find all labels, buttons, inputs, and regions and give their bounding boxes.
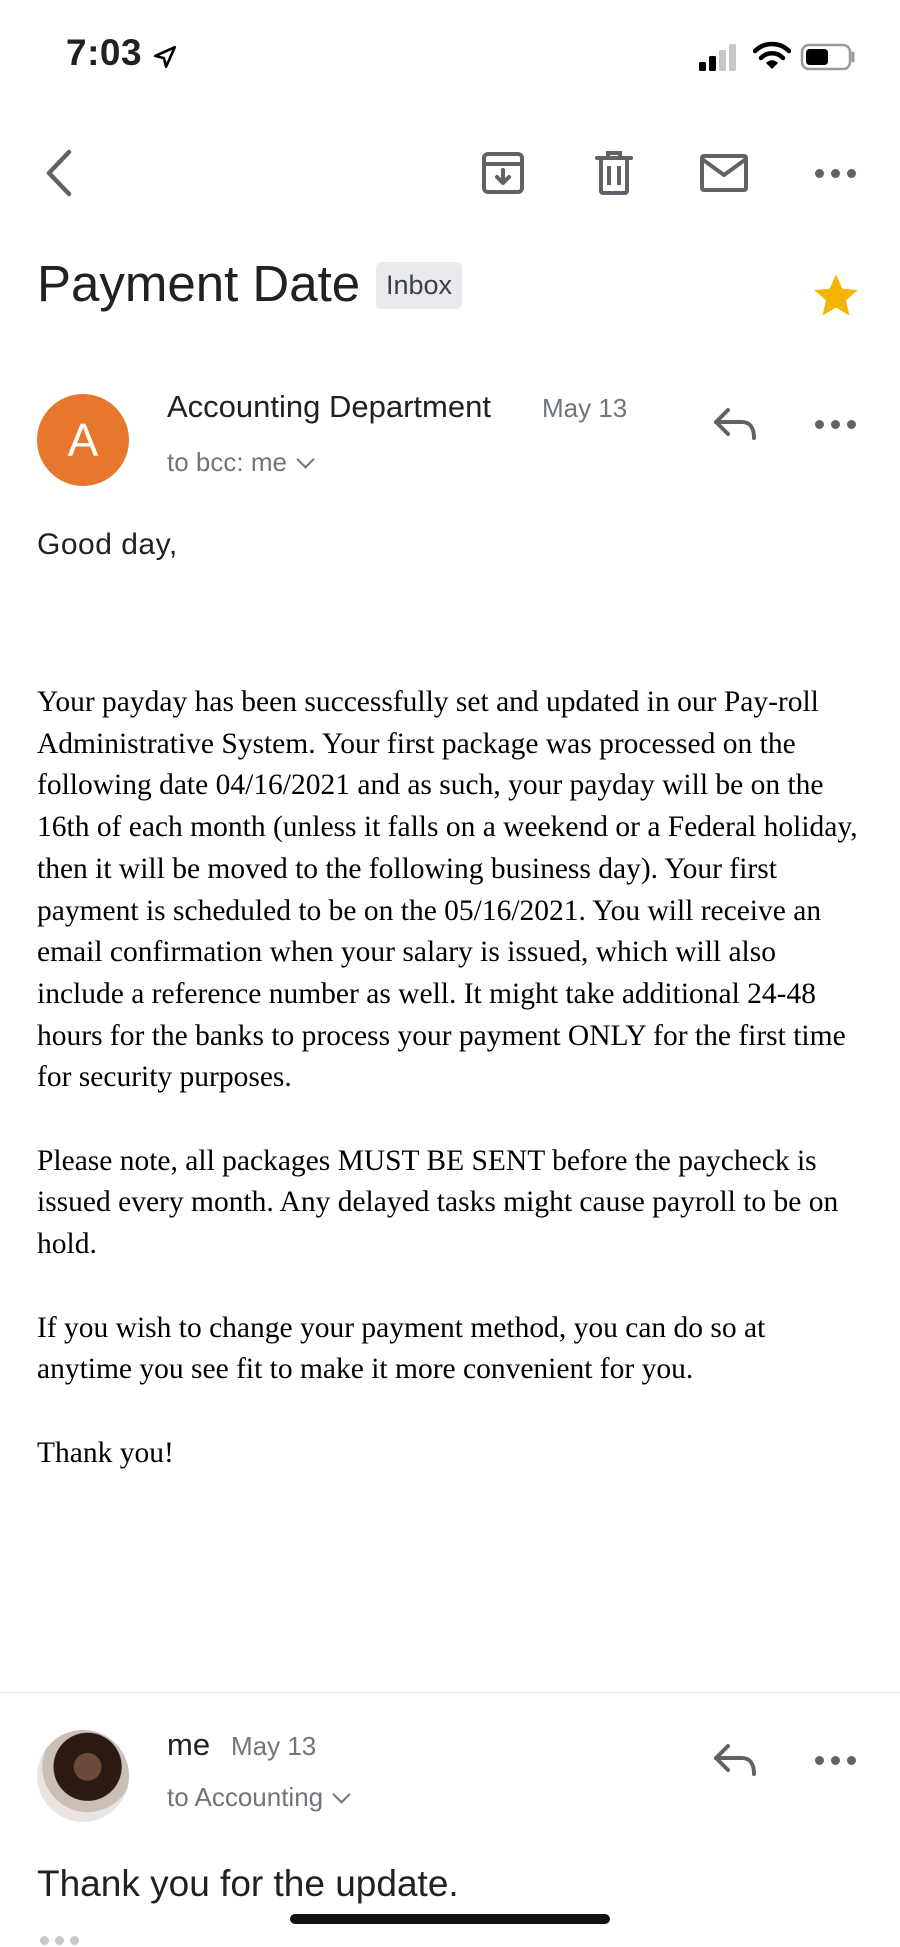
- body-paragraph-3: If you wish to change your payment method, you can do so at anytime you see fit to make it more convenient for you.: [37, 1311, 766, 1386]
- reply-date: May 13: [231, 1731, 317, 1761]
- more-horizontal-icon: [815, 169, 856, 178]
- sender-avatar[interactable]: A: [37, 394, 129, 486]
- recipients-toggle[interactable]: [167, 447, 312, 478]
- chevron-down-icon: [332, 1785, 350, 1803]
- mark-unread-button[interactable]: [696, 145, 752, 201]
- delete-button[interactable]: [586, 145, 642, 201]
- star-icon[interactable]: [810, 270, 862, 322]
- sender-name: Accounting Department: [167, 389, 491, 424]
- email-body: [37, 682, 867, 1516]
- chevron-down-icon: [296, 450, 314, 468]
- home-indicator[interactable]: [290, 1914, 610, 1924]
- battery-icon: [800, 42, 858, 72]
- archive-button[interactable]: [475, 145, 531, 201]
- wifi-icon: [753, 40, 791, 72]
- cellular-signal-icon: [697, 42, 739, 72]
- status-time: 7:03: [66, 32, 143, 73]
- more-horizontal-icon: [815, 420, 856, 429]
- reply-sender-name: me: [167, 1727, 211, 1762]
- message-more-button[interactable]: [807, 396, 863, 452]
- reply-icon[interactable]: [708, 396, 764, 452]
- reply-recipients-toggle[interactable]: [167, 1782, 348, 1813]
- email-subject: Payment Date: [37, 255, 361, 312]
- more-horizontal-icon: [815, 1756, 856, 1765]
- trash-icon: [594, 150, 634, 196]
- inbox-label-chip[interactable]: Inbox: [376, 262, 462, 309]
- back-button[interactable]: [30, 145, 86, 201]
- reply-recipients-label: to Accounting: [167, 1782, 324, 1812]
- chevron-left-icon: [41, 148, 75, 198]
- mail-icon: [699, 153, 749, 193]
- message-divider: [0, 1692, 900, 1693]
- body-paragraph-1: Your payday has been successfully set and updated in our Pay-roll Administrative System. Your first package was processed on the following date 04/16/2021 and as such, your payday will be on the 16th of each month (unless it falls on a weekend or a Federal holiday, then it will be moved to the following business day). Your first payment is scheduled to be on the 05/16/2021. You will receive an email confirmation when your salary is issued, which will also include a reference number as well. It might take additional 24-48 hours for the banks to process your payment ONLY for the first time for security purposes.: [37, 686, 858, 1094]
- message-date: May 13: [542, 393, 628, 423]
- reply-more-button[interactable]: [807, 1732, 863, 1788]
- recipients-label: to bcc: me: [167, 447, 287, 477]
- more-options-button[interactable]: [807, 145, 863, 201]
- quoted-text-toggle[interactable]: [40, 1936, 80, 1947]
- reply-icon[interactable]: [708, 1732, 764, 1788]
- reply-snippet[interactable]: Thank you for the update.: [37, 1863, 459, 1904]
- body-paragraph-4: Thank you!: [37, 1436, 174, 1469]
- archive-icon: [480, 150, 526, 196]
- body-paragraph-2: Please note, all packages MUST BE SENT before the paycheck is issued every month. Any delayed tasks might cause payroll to be on hold.: [37, 1144, 839, 1261]
- email-greeting: Good day,: [37, 528, 178, 561]
- location-arrow-icon: [152, 44, 178, 70]
- me-avatar[interactable]: [37, 1730, 129, 1822]
